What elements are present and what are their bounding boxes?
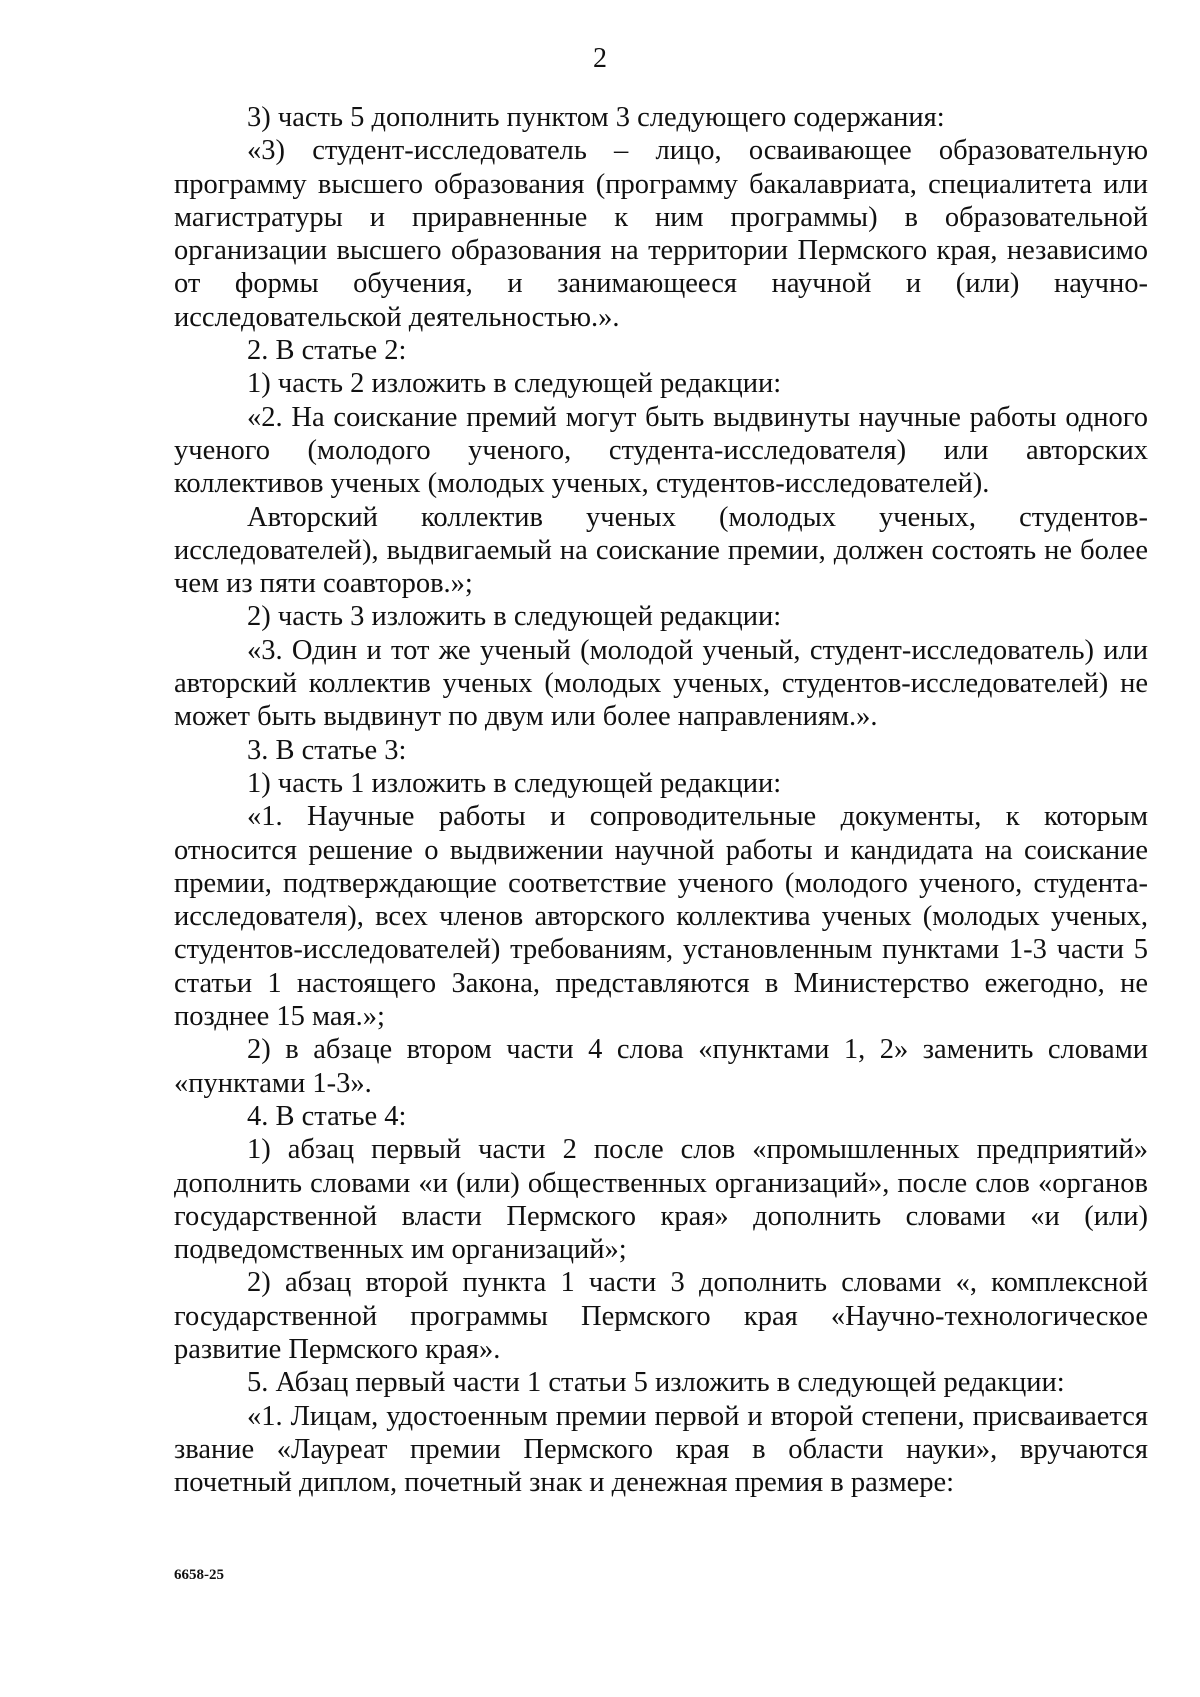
paragraph: 2) в абзаце втором части 4 слова «пунктами 1, 2» заменить словами «пунктами 1-3». [174, 1034, 1148, 1099]
paragraph: «3. Один и тот же ученый (молодой ученый, студент-исследователь) или авторский коллектив ученых (молодых ученых, студентов-исследователей) не может быть выдвинут по двум или более направлениям.». [174, 634, 1148, 733]
document-code: 6658-25 [174, 1567, 224, 1583]
paragraph: 5. Абзац первый части 1 статьи 5 изложить в следующей редакции: [247, 1367, 1065, 1399]
paragraph: 2) часть 3 изложить в следующей редакции: [247, 601, 782, 633]
paragraph: 1) абзац первый части 2 после слов «промышленных предприятий» дополнить словами «и (или) общественных организаций», после слов «органов государственной власти Пермского края» дополнить словами «и (или) подведомственных им организаций»; [174, 1134, 1148, 1266]
paragraph: «2. На соискание премий могут быть выдвинуты научные работы одного ученого (молодого ученого, студента-исследователя) или авторских коллективов ученых (молодых ученых, студентов-исследователей). [174, 401, 1148, 500]
paragraph: «1. Научные работы и сопроводительные документы, к которым относится решение о выдвижении научной работы и кандидата на соискание премии, подтверждающие соответствие ученого (молодого ученого, студента-исследователя), всех членов авторского коллектива ученых (молодых ученых, студентов-исследователей) требованиям, установленным пунктами 1-3 части 5 статьи 1 настоящего Закона, представляются в Министерство ежегодно, не позднее 15 мая.»; [174, 801, 1148, 1033]
paragraph: 1) часть 2 изложить в следующей редакции: [247, 368, 782, 400]
page-number: 2 [593, 43, 607, 74]
paragraph: 2. В статье 2: [247, 335, 407, 367]
document-body [174, 101, 1148, 1499]
paragraph: «1. Лицам, удостоенным премии первой и второй степени, присваивается звание «Лауреат премии Пермского края в области науки», вручаются почетный диплом, почетный знак и денежная премия в размере: [174, 1400, 1148, 1499]
paragraph: 3) часть 5 дополнить пунктом 3 следующего содержания: [247, 102, 945, 133]
paragraph: 2) абзац второй пункта 1 части 3 дополнить словами «, комплексной государственной программы Пермского края «Научно-технологическое развитие Пермского края». [174, 1267, 1148, 1365]
paragraph: 4. В статье 4: [247, 1100, 407, 1132]
paragraph: Авторский коллектив ученых (молодых ученых, студентов-исследователей), выдвигаемый на соискание премии, должен состоять не более чем из пяти соавторов.»; [174, 501, 1148, 600]
paragraph: 1) часть 1 изложить в следующей редакции: [247, 767, 782, 799]
paragraph: 3. В статье 3: [247, 734, 407, 766]
paragraph: «3) студент-исследователь – лицо, осваивающее образовательную программу высшего образования (программу бакалавриата, специалитета или магистратуры и приравненные к ним программы) в образовательной организации высшего образования на территории Пермского края, независимо от формы обучения, и занимающееся научной и (или) научно-исследовательской деятельностью.». [174, 135, 1148, 333]
